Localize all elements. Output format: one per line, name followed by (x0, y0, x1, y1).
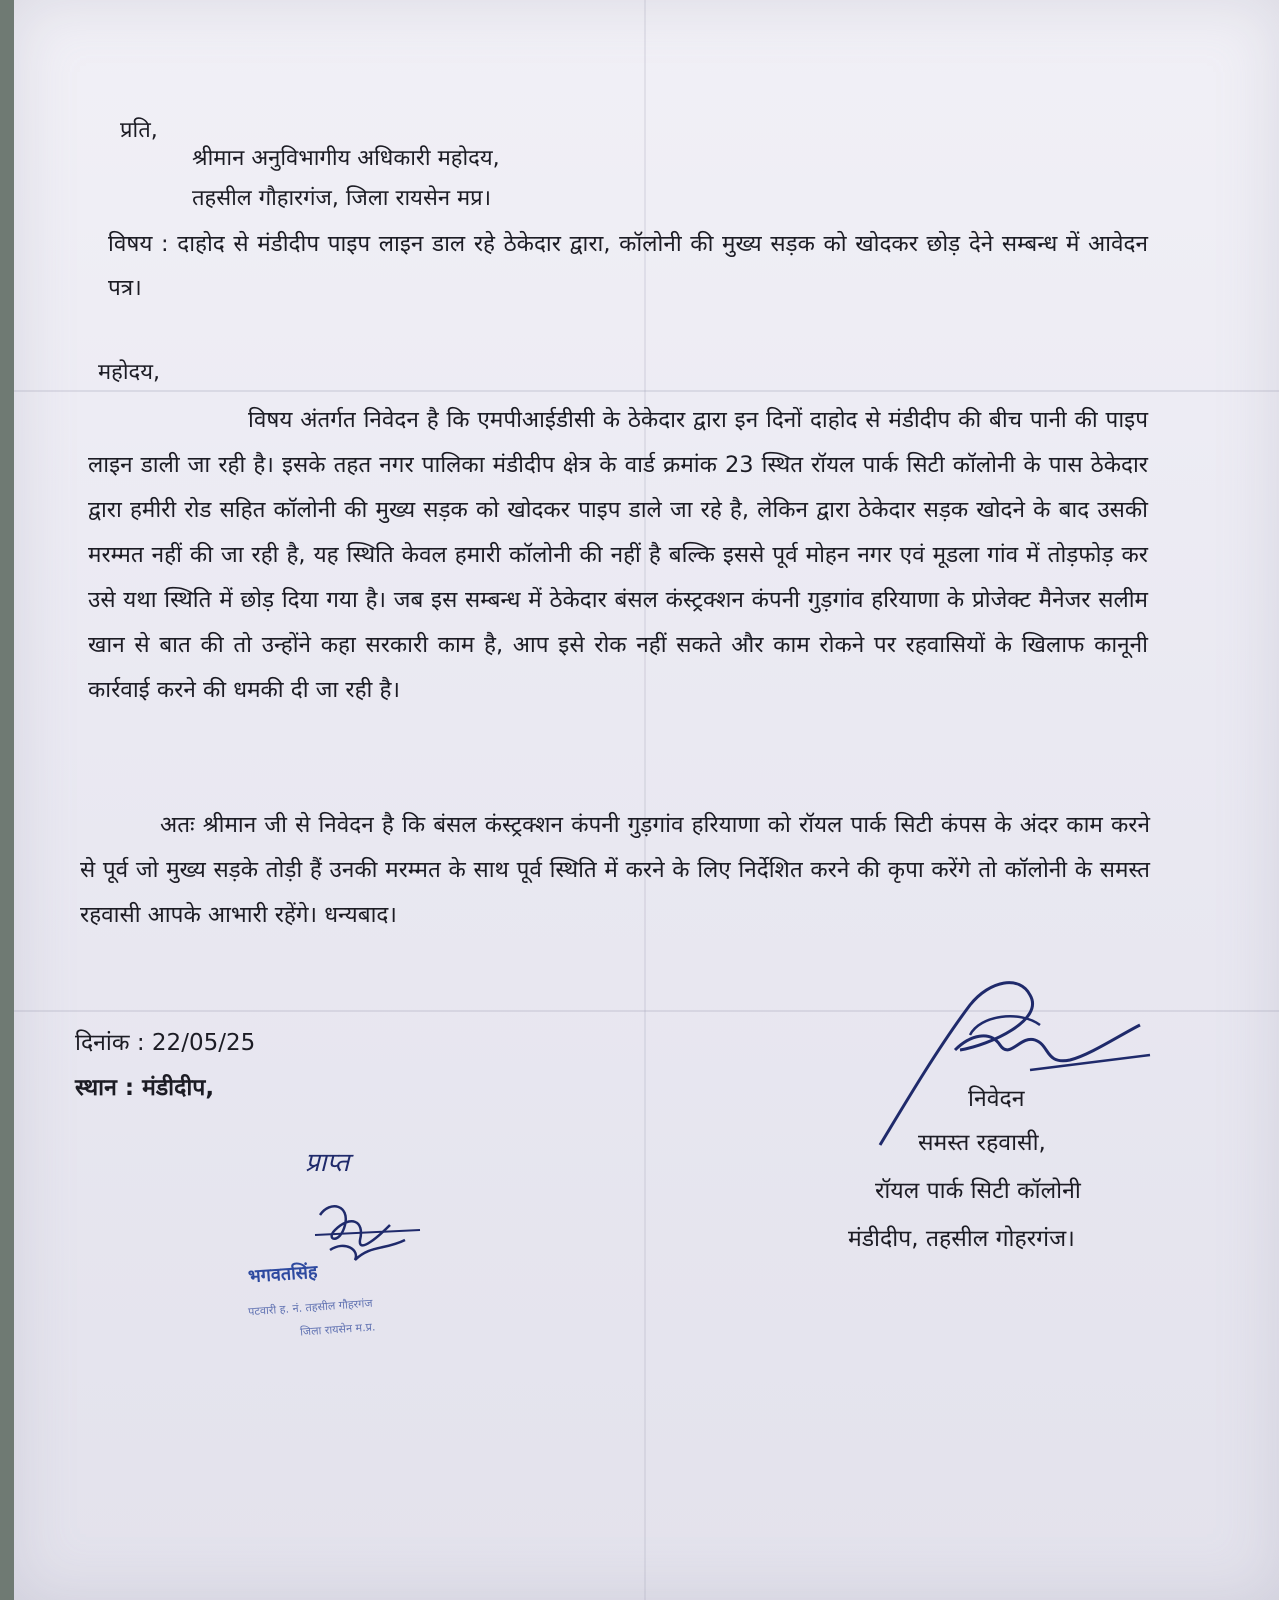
stamp-name: भगवतसिंह (247, 1261, 319, 1288)
sender-line-2: रॉयल पार्क सिटी कॉलोनी (875, 1178, 1081, 1204)
addressee-line-2: तहसील गौहारगंज, जिला रायसेन मप्र। (192, 186, 492, 211)
official-initials (310, 1195, 450, 1275)
sender-line-1: समस्त रहवासी, (918, 1130, 1046, 1156)
subject-line: विषय : दाहोद से मंडीदीप पाइप लाइन डाल रहे ठेकेदार द्वारा, कॉलोनी की मुख्य सड़क को खोदकर छोड़ देने सम्बन्ध में आवेदन पत्र। (108, 231, 1148, 301)
closing-word: निवेदन (968, 1086, 1025, 1112)
addressee-label: प्रति, (120, 118, 158, 143)
letter-place: स्थान : मंडीदीप, (75, 1075, 215, 1101)
stamp-line-2: जिला रायसेन म.प्र. (299, 1320, 376, 1339)
body-paragraph-2: अतः श्रीमान जी से निवेदन है कि बंसल कंस्ट्रक्शन कंपनी गुड़गांव हरियाणा को रॉयल पार्क सिटी कंपस के अंदर काम करने से पूर्व जो मुख्य सड़के तोड़ी हैं उनकी मरम्मत के साथ पूर्व स्थिति में करने के लिए निर्देशित करने की कृपा करेंगे तो कॉलोनी के समस्त रहवासी आपके आभारी रहेंगे। धन्यबाद। (80, 812, 1150, 928)
letter-date: दिनांक : 22/05/25 (75, 1030, 256, 1056)
salutation: महोदय, (98, 360, 160, 385)
stamp-line-1: पटवारी ह. नं. तहसील गौहरगंज (247, 1296, 373, 1319)
paper-fold (14, 390, 1279, 392)
body-paragraph-1: विषय अंतर्गत निवेदन है कि एमपीआईडीसी के ठेकेदार द्वारा इन दिनों दाहोद से मंडीदीप की बीच पानी की पाइप लाइन डाली जा रही है। इसके तहत नगर पालिका मंडीदीप क्षेत्र के वार्ड क्रमांक 23 स्थित रॉयल पार्क सिटी कॉलोनी के पास ठेकेदार द्वारा हमीरी रोड सहित कॉलोनी की मुख्य सड़क को खोदकर पाइप डाले जा रहे है, लेकिन द्वारा ठेकेदार सड़क खोदने के बाद उसकी मरम्मत नहीं की जा रही है, यह स्थिति केवल हमारी कॉलोनी की नहीं है बल्कि इससे पूर्व मोहन नगर एवं मूडला गांव में तोड़फोड़ कर उसे यथा स्थिति में छोड़ दिया गया है। जब इस सम्बन्ध में ठेकेदार बंसल कंस्ट्रक्शन कंपनी गुड़गांव हरियाणा के प्रोजेक्ट मैनेजर सलीम खान से बात की तो उन्होंने कहा सरकारी काम है, आप इसे रोक नहीं सकते और काम रोकने पर रहवासियों के खिलाफ कानूनी कार्रवाई करने की धमकी दी जा रही है। (88, 407, 1148, 703)
sender-line-3: मंडीदीप, तहसील गोहरगंज। (848, 1226, 1075, 1252)
received-note: प्राप्त (305, 1148, 350, 1178)
addressee-line-1: श्रीमान अनुविभागीय अधिकारी महोदय, (192, 146, 500, 171)
